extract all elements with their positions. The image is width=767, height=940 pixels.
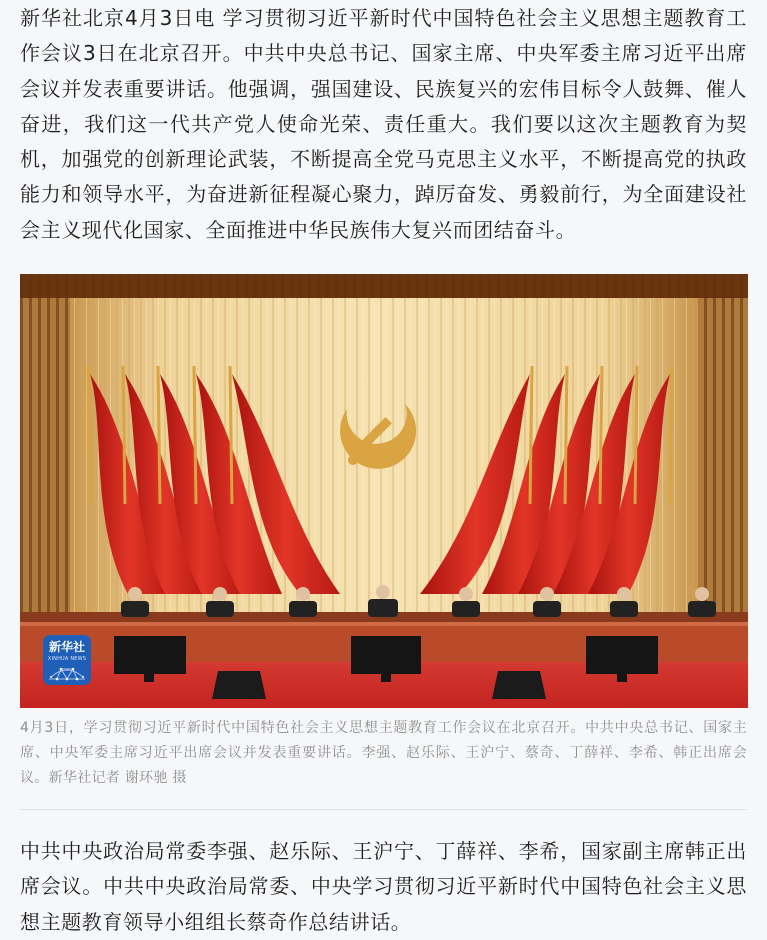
- logo-subtitle: XINHUA NEWS: [47, 656, 87, 663]
- lead-paragraph: 新华社北京4月3日电 学习贯彻习近平新时代中国特色社会主义思想主题教育工作会议3日在北京召开。中共中央总书记、国家主席、中央军委主席习近平出席会议并发表重要讲话。他强调，强国建设、民族复兴的宏伟目标令人鼓舞、催人奋进，我们这一代共产党人使命光荣、责任重大。我们要以这次主题教育为契机，加强党的创新理论武装，不断提高全党马克思主义水平，不断提高党的执政能力和领导水平，为奋进新征程凝心聚力，踔厉奋发、勇毅前行，为全面建设社会主义现代化国家、全面推进中华民族伟大复兴而团结奋斗。: [20, 6, 747, 242]
- meeting-photo[interactable]: [20, 274, 748, 708]
- section-divider: [20, 809, 747, 810]
- meeting-photo-illustration: [20, 274, 748, 708]
- second-paragraph: 中共中央政治局常委李强、赵乐际、王沪宁、丁薛祥、李希，国家副主席韩正出席会议。中共中央政治局常委、中央学习贯彻习近平新时代中国特色社会主义思想主题教育领导小组组长蔡奇作总结讲话。: [20, 839, 747, 934]
- network-globe-icon: [47, 663, 87, 681]
- logo-name: 新华社: [48, 640, 85, 655]
- xinhua-news-logo: [43, 635, 91, 685]
- photo-caption: 4月3日，学习贯彻习近平新时代中国特色社会主义思想主题教育工作会议在北京召开。中共中央总书记、国家主席、中央军委主席习近平出席会议并发表重要讲话。李强、赵乐际、王沪宁、蔡奇、丁薛祥、李希、韩正出席会议。新华社记者 谢环驰 摄: [20, 720, 747, 787]
